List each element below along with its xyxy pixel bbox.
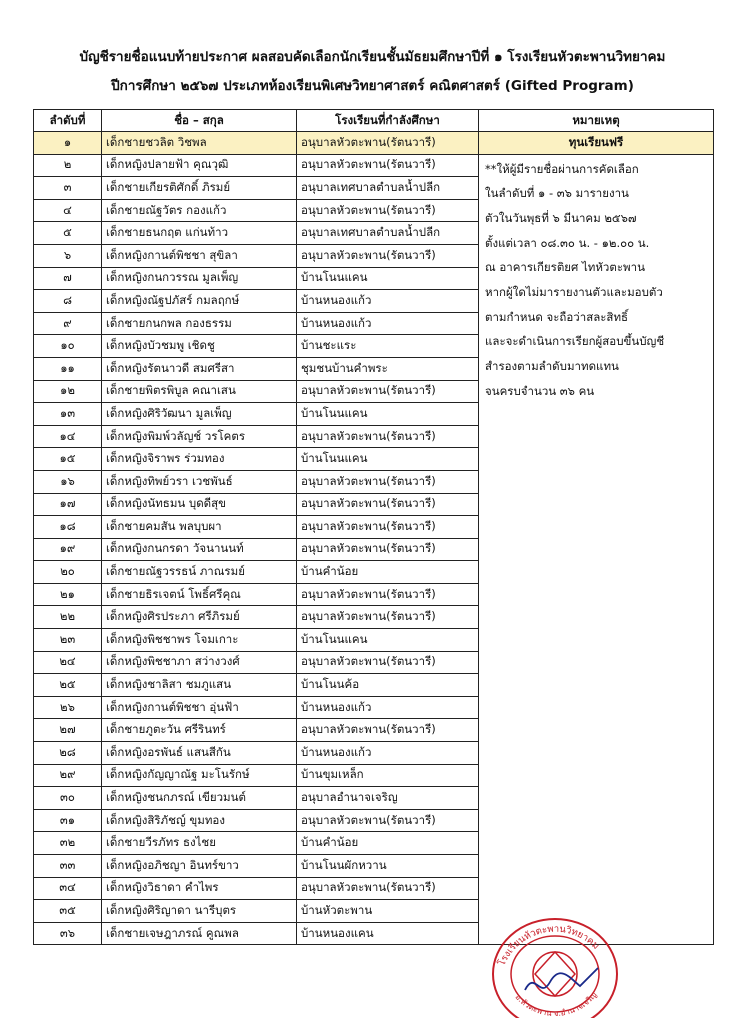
row-name: เด็กหญิงกานต์พิชชา อุ่นฟ้า [102, 696, 297, 719]
row-school: บ้านคำน้อย [297, 832, 479, 855]
row-number: ๓๑ [34, 809, 102, 832]
row-number: ๓๔ [34, 877, 102, 900]
column-header-number: ลำดับที่ [34, 110, 102, 132]
row-school: อนุบาลหัวตะพาน(รัตนวารี) [297, 583, 479, 606]
row-name: เด็กชายเจษฎาภรณ์ คูณพล [102, 922, 297, 945]
row-name: เด็กชายเกียรติศักดิ์ ภิรมย์ [102, 177, 297, 200]
row-number: ๒๒ [34, 606, 102, 629]
row-name: เด็กหญิงชาลิสา ชมภูแสน [102, 674, 297, 697]
row-number: ๔ [34, 199, 102, 222]
remark-note [479, 154, 714, 945]
row-school: บ้านหนองแก้ว [297, 696, 479, 719]
document-title-line2: ปีการศึกษา ๒๕๖๗ ประเภทห้องเรียนพิเศษวิทยาศาสตร์ คณิตศาสตร์ (Gifted Program) [111, 78, 634, 94]
row-number: ๒๑ [34, 583, 102, 606]
row-number: ๖ [34, 244, 102, 267]
row-name: เด็กหญิงกัญญาณัฐ มะโนรักษ์ [102, 764, 297, 787]
row-number: ๗ [34, 267, 102, 290]
row-name: เด็กหญิงพิชชาพร โจมเกาะ [102, 629, 297, 652]
row-school: อนุบาลหัวตะพาน(รัตนวารี) [297, 199, 479, 222]
signature-mark [525, 968, 598, 990]
row-name: เด็กชายณัฐวรรธน์ ภาณรมย์ [102, 561, 297, 584]
row-school: บ้านชะแระ [297, 335, 479, 358]
row-name: เด็กชายธนกฤต แก่นท้าว [102, 222, 297, 245]
row-name: เด็กชายธิรเจตน์ โพธิ์ศรีคุณ [102, 583, 297, 606]
row-name: เด็กหญิงอภิชญา อินทร์ขาว [102, 855, 297, 878]
row-school: บ้านโนนแคน [297, 403, 479, 426]
row-number: ๑๐ [34, 335, 102, 358]
row-school: บ้านคำน้อย [297, 561, 479, 584]
row-school: อนุบาลหัวตะพาน(รัตนวารี) [297, 154, 479, 177]
row-name: เด็กหญิงศิรประภา ศรีภิรมย์ [102, 606, 297, 629]
row-number: ๑๕ [34, 448, 102, 471]
row-number: ๒๓ [34, 629, 102, 652]
row-school: บ้านหัวตะพาน [297, 900, 479, 923]
row-number: ๒๖ [34, 696, 102, 719]
row-name: เด็กหญิงกานต์พิชชา สุขิลา [102, 244, 297, 267]
row-number: ๓๓ [34, 855, 102, 878]
row-number: ๑๑ [34, 357, 102, 380]
row-name: เด็กหญิงอรพันธ์ แสนสีกัน [102, 742, 297, 765]
row-name: เด็กหญิงกนกวรรณ มูลเพ็ญ [102, 267, 297, 290]
document-title-line1: บัญชีรายชื่อแนบท้ายประกาศ ผลสอบคัดเลือกนักเรียนชั้นมัธยมศึกษาปีที่ ๑ โรงเรียนหัวตะพานวิทยาคม [79, 49, 666, 65]
row-school: อนุบาลหัวตะพาน(รัตนวารี) [297, 877, 479, 900]
seal-text-bottom: อ.หัวตะพาน จ.อำนาจเจริญ [513, 990, 599, 1018]
row-number: ๑๒ [34, 380, 102, 403]
row-name: เด็กหญิงณัฐปภัสร์ กมลฤกษ์ [102, 290, 297, 313]
row-name: เด็กหญิงรัตนาวดี สมศรีสา [102, 357, 297, 380]
row-school: อนุบาลหัวตะพาน(รัตนวารี) [297, 380, 479, 403]
remark-note-line: ตั้งแต่เวลา ๐๘.๓๐ น. - ๑๒.๐๐ น. [485, 235, 650, 250]
column-header-remark: หมายเหตุ [479, 110, 714, 132]
remark-note-line: สำรองตามลำดับมาทดแทน [485, 359, 619, 374]
row-number: ๓๕ [34, 900, 102, 923]
row-number: ๘ [34, 290, 102, 313]
row-school: บ้านหนองแก้ว [297, 290, 479, 313]
row-school: บ้านหนองแก้ว [297, 312, 479, 335]
remark-note-line: หากผู้ใดไม่มารายงานตัวและมอบตัว [485, 285, 663, 300]
row-school: บ้านโนนค้อ [297, 674, 479, 697]
row-number: ๙ [34, 312, 102, 335]
row-name: เด็กหญิงนัทธมน บุดดีสุข [102, 493, 297, 516]
column-header-name: ชื่อ – สกุล [102, 110, 297, 132]
row-name: เด็กหญิงทิพย์วรา เวชพันธ์ [102, 470, 297, 493]
remark-note-line: ณ อาคารเกียรติยศ ไทหัวตะพาน [485, 260, 645, 275]
row-number: ๑๙ [34, 538, 102, 561]
row-school: อนุบาลหัวตะพาน(รัตนวารี) [297, 809, 479, 832]
row-name: เด็กหญิงสิริภัชญ์ ขุมทอง [102, 809, 297, 832]
remark-note-line: **ให้ผู้มีรายชื่อผ่านการคัดเลือก [485, 161, 639, 176]
row-school: ชุมชนบ้านคำพระ [297, 357, 479, 380]
row-number: ๒๙ [34, 764, 102, 787]
row-name: เด็กชายภูตะวัน ศรีรินทร์ [102, 719, 297, 742]
row-name: เด็กชายพิตรพิบูล คณาเสน [102, 380, 297, 403]
row-school: อนุบาลหัวตะพาน(รัตนวารี) [297, 538, 479, 561]
row-number: ๒๕ [34, 674, 102, 697]
row-school: อนุบาลหัวตะพาน(รัตนวารี) [297, 425, 479, 448]
row-number: ๓๐ [34, 787, 102, 810]
row-number: ๓ [34, 177, 102, 200]
row-number: ๒๘ [34, 742, 102, 765]
row-school: บ้านหนองแก้ว [297, 742, 479, 765]
row-name: เด็กหญิงพิชชาภา สว่างวงศ์ [102, 651, 297, 674]
row-name: เด็กหญิงศิริญาดา นารีบุตร [102, 900, 297, 923]
row-school: อนุบาลหัวตะพาน(รัตนวารี) [297, 651, 479, 674]
row-name: เด็กชายกนกพล กองธรรม [102, 312, 297, 335]
remark-note-line: ในลำดับที่ ๑ - ๓๖ มารายงาน [485, 186, 629, 201]
row-number: ๑๖ [34, 470, 102, 493]
seal-text-top: โรงเรียนหัวตะพานวิทยาคม [496, 923, 602, 968]
remark-note-line: และจะดำเนินการเรียกผู้สอบขึ้นบัญชี [485, 334, 665, 349]
row-name: เด็กหญิงจิราพร ร่วมทอง [102, 448, 297, 471]
row-school: บ้านโนนผักหวาน [297, 855, 479, 878]
row-school: บ้านขุมเหล็ก [297, 764, 479, 787]
row-number: ๒๔ [34, 651, 102, 674]
row-school: อนุบาลเทศบาลตำบลน้ำปลีก [297, 222, 479, 245]
row-name: เด็กชายวีรภัทร ธงไชย [102, 832, 297, 855]
row-number: ๒ [34, 154, 102, 177]
row-number: ๑๓ [34, 403, 102, 426]
row-school: อนุบาลหัวตะพาน(รัตนวารี) [297, 606, 479, 629]
row-number: ๓๖ [34, 922, 102, 945]
row-name: เด็กชายคมสัน พลบุบผา [102, 516, 297, 539]
row-name: เด็กหญิงปลายฟ้า คุณวุฒิ [102, 154, 297, 177]
row-number: ๑๔ [34, 425, 102, 448]
remark-note-line: จนครบจำนวน ๓๖ คน [485, 383, 595, 398]
row-number: ๓๒ [34, 832, 102, 855]
row-number: ๑ [34, 132, 102, 155]
row-school: อนุบาลหัวตะพาน(รัตนวารี) [297, 244, 479, 267]
table-row [34, 154, 714, 177]
row-name: เด็กชายชวลิต วิชพล [102, 132, 297, 155]
row-school: บ้านโนนแคน [297, 267, 479, 290]
row-number: ๑๗ [34, 493, 102, 516]
row-school: อนุบาลหัวตะพาน(รัตนวารี) [297, 470, 479, 493]
row-school: อนุบาลหัวตะพาน(รัตนวารี) [297, 132, 479, 155]
row-number: ๕ [34, 222, 102, 245]
row-school: อนุบาลหัวตะพาน(รัตนวารี) [297, 516, 479, 539]
row-school: อนุบาลหัวตะพาน(รัตนวารี) [297, 493, 479, 516]
column-header-school: โรงเรียนที่กำลังศึกษา [297, 110, 479, 132]
row-name: เด็กหญิงวิธาดา คำไพร [102, 877, 297, 900]
results-table [33, 109, 714, 945]
row-number: ๑๘ [34, 516, 102, 539]
row-school: บ้านโนนแคน [297, 629, 479, 652]
row-number: ๒๗ [34, 719, 102, 742]
remark-note-line: ตามกำหนด จะถือว่าสละสิทธิ์ [485, 309, 629, 324]
school-seal [480, 890, 630, 1018]
row-name: เด็กหญิงกนกรดา วัจนานนท์ [102, 538, 297, 561]
remark-note-line: ตัวในวันพุธที่ ๖ มีนาคม ๒๕๖๗ [485, 210, 637, 225]
row-school: อนุบาลเทศบาลตำบลน้ำปลีก [297, 177, 479, 200]
table-row [34, 132, 714, 155]
row-school: บ้านหนองแคน [297, 922, 479, 945]
row-name: เด็กหญิงศิริวัฒนา มูลเพ็ญ [102, 403, 297, 426]
row-school: อนุบาลอำนาจเจริญ [297, 787, 479, 810]
row-name: เด็กหญิงพิมพ์วลัญช์ วรโคตร [102, 425, 297, 448]
row-school: อนุบาลหัวตะพาน(รัตนวารี) [297, 719, 479, 742]
table-header-row [34, 110, 714, 132]
scholarship-note: ทุนเรียนฟรี [479, 132, 714, 155]
row-name: เด็กชายณัฐวัตร กองแก้ว [102, 199, 297, 222]
row-name: เด็กหญิงชนกภรณ์ เขียวมนต์ [102, 787, 297, 810]
row-school: บ้านโนนแคน [297, 448, 479, 471]
row-name: เด็กหญิงบัวชมพู เชิดชู [102, 335, 297, 358]
row-number: ๒๐ [34, 561, 102, 584]
